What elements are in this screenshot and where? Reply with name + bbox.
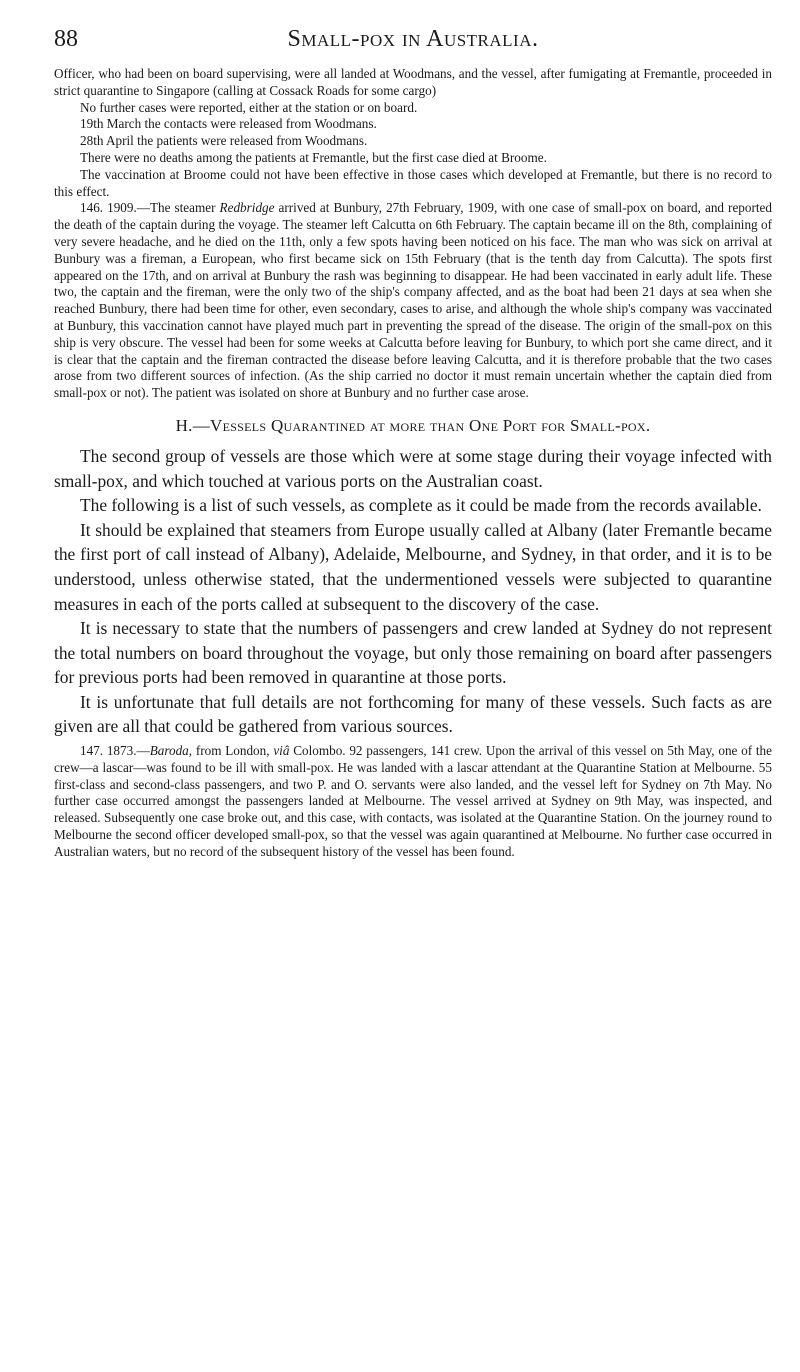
entry-146	[54, 200, 772, 402]
entry-147-mid: , from London,	[188, 743, 274, 759]
section-paragraph-5: It is unfortunate that full details are not forthcoming for many of these vessels. Such facts as are given are all that could be gathered from various sources.	[54, 691, 772, 737]
entry-147-via: viâ	[273, 743, 290, 759]
intro-text	[54, 66, 772, 402]
entry-146-lead: 146. 1909.—The steamer	[80, 200, 220, 216]
entry-147-lead: 147. 1873.—	[80, 743, 150, 759]
intro-paragraph-2: No further cases were reported, either at the station or on board.	[80, 99, 418, 115]
page-number: 88	[54, 26, 78, 52]
section-heading: H.—Vessels Quarantined at more than One Port for Small-pox.	[175, 415, 651, 435]
entry-147-text	[54, 743, 772, 861]
section-h-text	[54, 444, 772, 739]
intro-paragraph-4: 28th April the patients were released from Woodmans.	[80, 133, 368, 149]
intro-paragraph-1: Officer, who had been on board supervising, were all landed at Woodmans, and the vessel, after fumigating at Fremantle, proceeded in strict quarantine to Singapore (calling at Cossack Roads for some cargo)	[54, 66, 772, 98]
intro-paragraph-5: There were no deaths among the patients at Fremantle, but the first case died at Broome.	[80, 149, 547, 165]
section-paragraph-3: It should be explained that steamers from Europe usually called at Albany (later Fremantle became the first port of call instead of Albany), Adelaide, Melbourne, and Sydney, in that order, and it is to be understood, unless otherwise stated, that the undermentioned vessels were subjected to quarantine measures in each of the ports called at subsequent to the discovery of the case.	[54, 519, 772, 614]
section-paragraph-4: It is necessary to state that the numbers of passengers and crew landed at Sydney do not represent the total numbers on board throughout the voyage, but only those remaining on board after passengers for previous ports had been removed in quarantine at those ports.	[54, 618, 772, 688]
intro-paragraph-6: The vaccination at Broome could not have been effective in those cases which developed at Fremantle, but there is no record to this effect.	[54, 166, 772, 199]
running-title: Small-pox in Australia.	[287, 26, 539, 52]
entry-147	[54, 743, 772, 861]
intro-paragraph-3: 19th March the contacts were released from Woodmans.	[80, 116, 377, 132]
running-head	[54, 22, 772, 56]
entry-146-text: arrived at Bunbury, 27th February, 1909, with one case of small-pox on board, and reported the death of the captain during the voyage. The steamer left Calcutta on 6th February. The captain became ill on the 8th, complaining of very severe headache, and he died on the 11th, only a few spots having been noticed on his face. The man who was sick on arrival at Bunbury was a fireman, a European, who first became sick on 15th February (that is the tenth day from Calcutta). The spots first appeared on the 17th, and on arrival at Bunbury the rash was beginning to disappear. He had been vaccinated in early adult life. These two, the captain and the fireman, were the only two of the ship's company affected, and as the boat had been 21 days at sea when she reached Bunbury, there had been time for other, even secondary, cases to arise, and although the whole ship's company was vaccinated at Bunbury, this vaccination cannot have played much part in preventing the spread of the disease. The origin of the small-pox on this ship is very obscure. The vessel had been for some weeks at Calcutta before leaving for Bunbury, to which port she came direct, and it is clear that the captain and the fireman contracted the disease before leaving Calcutta, and it is therefore probable that the two cases arose from two different sources of infection. (As the ship carried no doctor it must remain uncertain whether the captain died from small-pox or not). The patient was isolated on shore at Bunbury and no further case arose.	[54, 200, 772, 401]
book-page	[54, 22, 772, 861]
entry-147-text: Colombo. 92 passengers, 141 crew. Upon the arrival of this vessel on 5th May, one of the crew—a lascar—was found to be ill with small-pox. He was landed with a lascar attendant at the Quarantine Station at Melbourne. 55 first-class and second-class passengers, and two P. and O. servants were also landed, and the vessel left for Sydney on 7th May. No further case occurred amongst the passengers landed at Melbourne. The vessel arrived at Sydney on 9th May, was inspected, and released. Subsequently one case broke out, and this case, with contacts, was isolated at the Quarantine Station. On the journey round to Melbourne the second officer developed small-pox, so that the vessel was again quarantined at Melbourne. No further case occurred in Australian waters, but no record of the subsequent history of the vessel has been found.	[54, 743, 773, 859]
section-paragraph-1: The second group of vessels are those which were at some stage during their voyage infected with small-pox, and which touched at various ports on the Australian coast.	[54, 445, 772, 491]
entry-146-ship-name: Redbridge	[219, 200, 275, 216]
entry-147-ship-name: Baroda	[149, 743, 189, 759]
section-paragraph-2: The following is a list of such vessels, as complete as it could be made from the records available.	[80, 495, 762, 516]
